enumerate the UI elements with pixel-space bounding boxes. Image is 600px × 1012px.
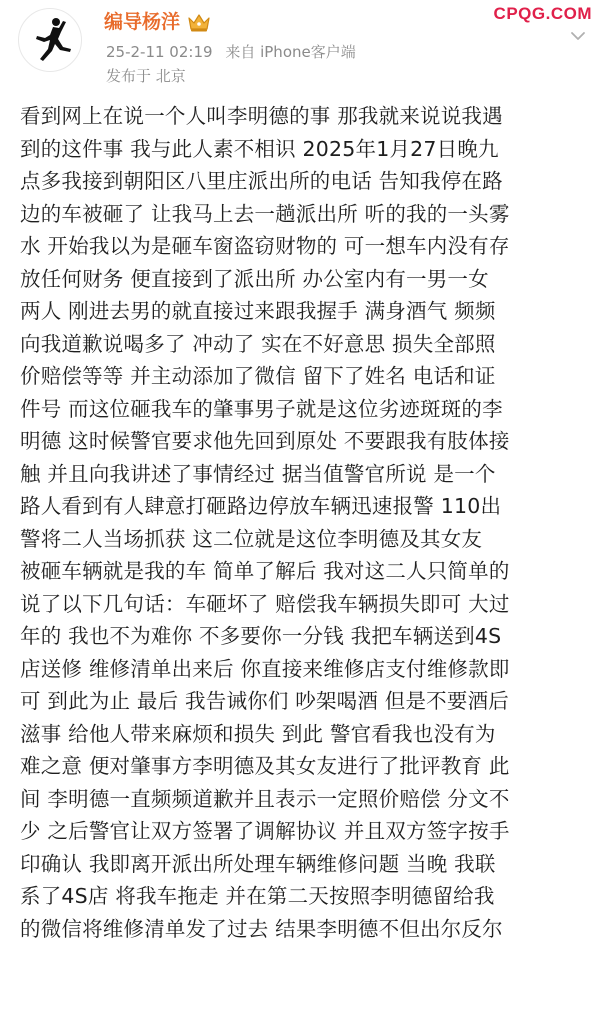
post-text-line: 看到网上在说一个人叫李明德的事 那我就来说说我遇 bbox=[20, 104, 503, 128]
avatar[interactable] bbox=[18, 8, 82, 72]
post-text-line: 到的这件事 我与此人素不相识 2025年1月27日晚九 bbox=[20, 136, 499, 161]
post-text-line: 两人 刚进去男的就直接过来跟我握手 满身酒气 频频 bbox=[20, 299, 496, 323]
post-location: 发布于 北京 bbox=[106, 67, 186, 85]
post-text-line: 年的 我也不为难你 不多要你一分钱 我把车辆送到4S bbox=[20, 624, 502, 648]
post-text-line: 少 之后警官让双方签署了调解协议 并且双方签字按手 bbox=[20, 819, 510, 843]
post-header bbox=[0, 0, 600, 96]
post-text-line: 触 并且向我讲述了事情经过 据当值警官所说 是一个 bbox=[20, 461, 496, 486]
post-text-line: 系了4S店 将我车拖走 并在第二天按照李明德留给我 bbox=[20, 884, 495, 908]
jumpman-logo-icon bbox=[19, 9, 82, 72]
username[interactable]: 编导杨洋 bbox=[104, 11, 181, 33]
post-text-line: 被砸车辆就是我的车 简单了解后 我对这二人只简单的 bbox=[20, 559, 510, 583]
post-text-line: 放任何财务 便直接到了派出所 办公室内有一男一女 bbox=[20, 266, 489, 291]
site-watermark: CPQG.COM bbox=[493, 4, 592, 23]
post-text-line: 间 李明德一直频频道歉并且表示一定照价赔偿 分文不 bbox=[20, 786, 510, 811]
post-text-line: 的微信将维修清单发了过去 结果李明德不但出尔反尔 bbox=[20, 916, 503, 941]
post-text-line: 警将二人当场抓获 这二位就是这位李明德及其女友 bbox=[20, 526, 483, 551]
post-text-line: 价赔偿等等 并主动添加了微信 留下了姓名 电话和证 bbox=[20, 364, 496, 388]
post-text-line: 件号 而这位砸我车的肇事男子就是这位劣迹斑斑的李 bbox=[20, 396, 503, 421]
post-source: 来自 iPhone客户端 bbox=[225, 43, 356, 61]
post-text-line: 边的车被砸了 让我马上去一趟派出所 听的我的一头雾 bbox=[20, 201, 510, 226]
post-body bbox=[20, 100, 586, 945]
username-row bbox=[104, 8, 212, 36]
post-text-line: 点多我接到朝阳区八里庄派出所的电话 告知我停在路 bbox=[20, 169, 503, 193]
post-meta bbox=[106, 42, 356, 62]
post-text-line: 店送修 维修清单出来后 你直接来维修店支付维修款即 bbox=[20, 656, 510, 681]
post-text-line: 明德 这时候警官要求他先回到原处 不要跟我有肢体接 bbox=[20, 429, 510, 453]
post-text-line: 水 开始我以为是砸车窗盗窃财物的 可一想车内没有存 bbox=[20, 234, 510, 258]
post-text-line: 印确认 我即离开派出所处理车辆维修问题 当晚 我联 bbox=[20, 851, 496, 876]
post-text-line: 路人看到有人肆意打砸路边停放车辆迅速报警 110出 bbox=[20, 494, 502, 518]
post-text-line: 难之意 便对肇事方李明德及其女友进行了批评教育 此 bbox=[20, 754, 510, 778]
post-text-line: 可 到此为止 最后 我告诫你们 吵架喝酒 但是不要酒后 bbox=[20, 689, 509, 713]
crown-icon bbox=[186, 11, 212, 33]
chevron-down-icon[interactable] bbox=[570, 30, 586, 42]
post-text-line: 说了以下几句话：车砸坏了 赔偿我车辆损失即可 大过 bbox=[20, 591, 510, 616]
post-text-line: 向我道歉说喝多了 冲动了 实在不好意思 损失全部照 bbox=[20, 331, 496, 356]
timestamp: 25-2-11 02:19 bbox=[106, 43, 213, 61]
post-text-line: 滋事 给他人带来麻烦和损失 到此 警官看我也没有为 bbox=[20, 721, 496, 746]
